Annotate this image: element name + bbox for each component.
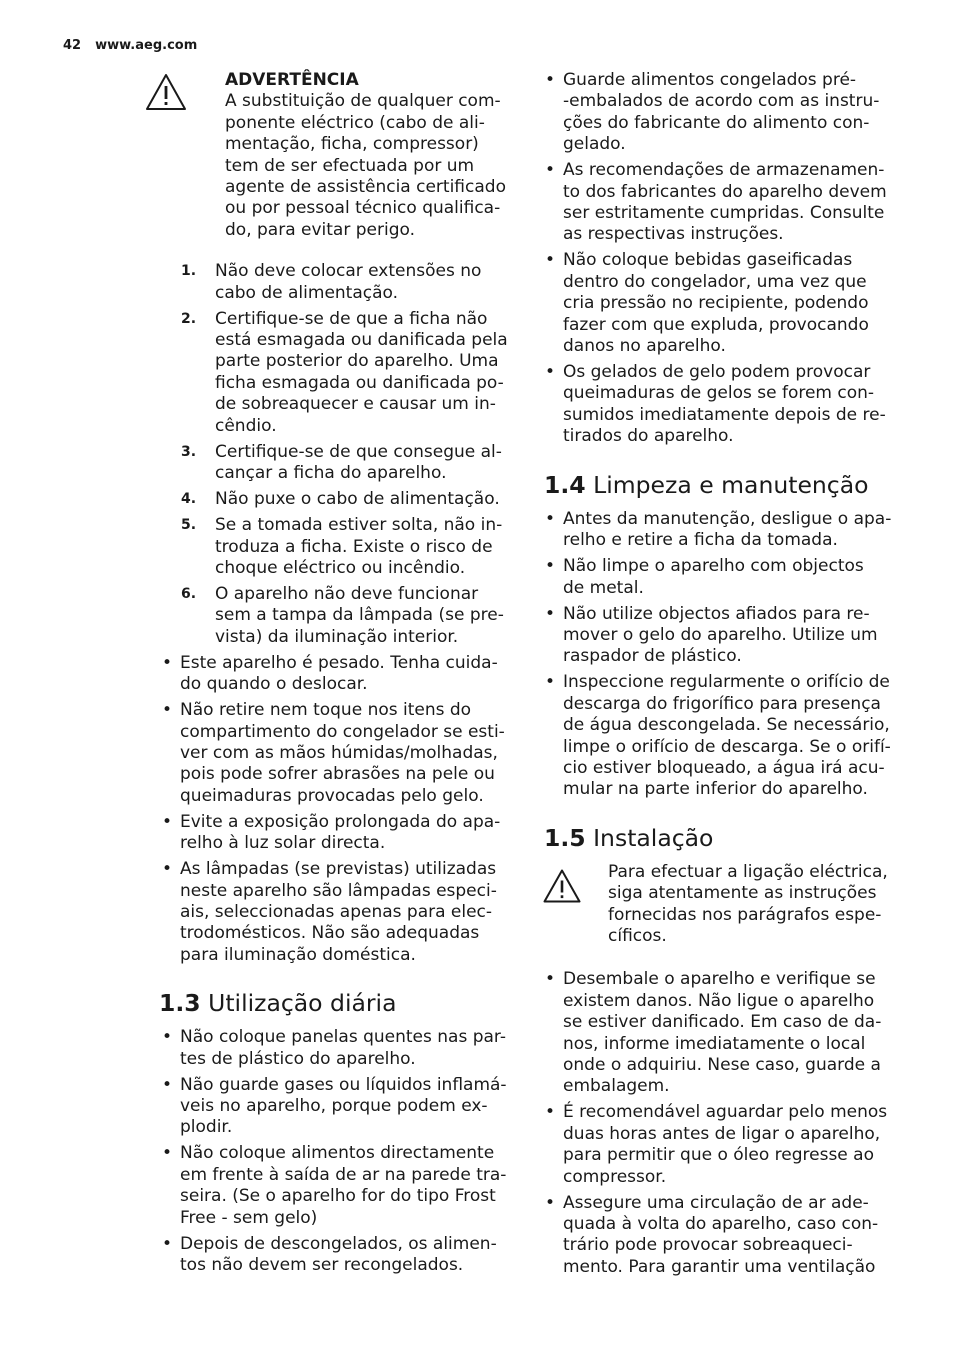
text-line: • Este aparelho é pesado. Tenha cuida- bbox=[180, 652, 498, 673]
text-line: Free - sem gelo) bbox=[180, 1207, 318, 1228]
text-line: • Desembale o aparelho e verifique se bbox=[563, 969, 876, 990]
text-line: dentro do congelador, uma vez que bbox=[563, 271, 867, 292]
text-line: • Não limpe o aparelho com objectos bbox=[563, 556, 864, 577]
text-line: • As lâmpadas (se previstas) utilizadas bbox=[180, 859, 497, 880]
installation-warning bbox=[540, 862, 900, 948]
item-number: 4. bbox=[181, 491, 197, 508]
text-line: cançar a ficha do aparelho. bbox=[215, 463, 447, 484]
text-line: • Os gelados de gelo podem provocar bbox=[563, 362, 871, 383]
list-item bbox=[540, 604, 900, 668]
list-item bbox=[141, 515, 514, 579]
text-line: existem danos. Não ligue o aparelho bbox=[563, 990, 875, 1011]
text-line: onde o adquiriu. Nese caso, guarde a bbox=[563, 1055, 881, 1075]
text-line: • Evite a exposição prolongada do apa- bbox=[180, 811, 501, 832]
text-line: embalagem. bbox=[563, 1076, 670, 1097]
text-line: ver com as mãos húmidas/molhadas, bbox=[180, 742, 498, 763]
list-item bbox=[540, 1102, 900, 1188]
text-line: • Guarde alimentos congelados pré- bbox=[563, 70, 857, 90]
text-line: as respectivas instruções. bbox=[563, 224, 784, 245]
list-item bbox=[141, 1234, 514, 1277]
text-line: queimaduras de gelos se forem con- bbox=[563, 383, 875, 404]
list-item bbox=[540, 672, 900, 800]
bullet-list bbox=[141, 1027, 514, 1276]
list-item bbox=[141, 261, 514, 304]
text-line: ficha esmagada ou danificada po- bbox=[215, 372, 504, 393]
section-title: Utilização diária bbox=[208, 989, 397, 1018]
list-item bbox=[540, 160, 900, 246]
text-line: Não puxe o cabo de alimentação. bbox=[215, 489, 500, 510]
section-heading-1-4 bbox=[540, 471, 900, 499]
text-line: • Antes da manutenção, desligue o apa- bbox=[563, 508, 892, 529]
item-number: 2. bbox=[181, 310, 197, 327]
website-link[interactable]: www.aeg.com bbox=[95, 38, 198, 53]
text-line: cria pressão no recipiente, podendo bbox=[563, 293, 869, 314]
text-line: Certifique-se de que a ficha não bbox=[215, 308, 488, 329]
text-line: para iluminação doméstica. bbox=[180, 944, 416, 965]
section-heading-1-5 bbox=[540, 824, 900, 852]
warning-text bbox=[225, 91, 514, 241]
list-item bbox=[141, 309, 514, 437]
text-line: sumidos imediatamente depois de re- bbox=[563, 404, 886, 425]
text-line: cêndio. bbox=[215, 415, 277, 436]
text-line: Certifique-se de que consegue al- bbox=[215, 441, 502, 462]
item-number: 1. bbox=[181, 263, 197, 280]
text-line: ser estritamente cumpridas. Consulte bbox=[563, 203, 885, 224]
list-item bbox=[141, 1027, 514, 1070]
text-line: do quando o deslocar. bbox=[180, 674, 368, 695]
list-item bbox=[141, 442, 514, 485]
bullet-list bbox=[540, 509, 900, 801]
section-title: Limpeza e manutenção bbox=[593, 470, 869, 499]
list-item bbox=[540, 250, 900, 357]
section-number: 1.5 bbox=[544, 823, 586, 852]
text-line: nos, informe imediatamente o local bbox=[563, 1033, 866, 1054]
text-line: tem de ser efectuada por um bbox=[225, 155, 475, 176]
text-line: queimaduras provocadas pelo gelo. bbox=[180, 785, 484, 806]
text-line: • Não coloque alimentos directamente bbox=[180, 1143, 495, 1164]
text-line: Para efectuar a ligação eléctrica, bbox=[608, 861, 888, 882]
text-line: • Assegure uma circulação de ar ade- bbox=[563, 1192, 869, 1213]
text-line: de metal. bbox=[563, 577, 644, 598]
text-line: troduza a ficha. Existe o risco de bbox=[215, 536, 493, 557]
list-item bbox=[141, 1143, 514, 1229]
text-line: • Inspeccione regularmente o orifício de bbox=[563, 672, 890, 693]
text-line: siga atentamente as instruções bbox=[608, 883, 877, 904]
text-line: quada à volta do aparelho, caso con- bbox=[563, 1214, 879, 1235]
list-item bbox=[540, 556, 900, 599]
text-line: • Não guarde gases ou líquidos inflamá- bbox=[180, 1074, 507, 1095]
warning-title: ADVERTÊNCIA bbox=[225, 70, 359, 90]
text-line: ponente eléctrico (cabo de ali- bbox=[225, 112, 485, 133]
text-line: compressor. bbox=[563, 1166, 667, 1187]
warning-triangle-icon bbox=[542, 868, 582, 904]
list-item bbox=[141, 859, 514, 966]
text-line: Não deve colocar extensões no bbox=[215, 261, 482, 282]
item-number: 5. bbox=[181, 517, 197, 534]
list-item bbox=[141, 1075, 514, 1139]
text-line: sem a tampa da lâmpada (se pre- bbox=[215, 605, 504, 626]
list-item bbox=[141, 653, 514, 696]
text-line: para permitir que o óleo regresse ao bbox=[563, 1145, 874, 1166]
list-item bbox=[141, 700, 514, 807]
left-column bbox=[141, 70, 514, 1281]
text-line: • É recomendável aguardar pelo menos bbox=[563, 1102, 888, 1123]
text-line: ais, seleccionadas apenas para elec- bbox=[180, 901, 493, 922]
numbered-list bbox=[141, 261, 514, 648]
list-item bbox=[540, 969, 900, 1097]
text-line: tes de plástico do aparelho. bbox=[180, 1048, 416, 1069]
page-number: 42 bbox=[63, 38, 82, 53]
text-line: parte posterior do aparelho. Uma bbox=[215, 351, 499, 372]
text-line: neste aparelho são lâmpadas especi- bbox=[180, 880, 497, 901]
text-line: cíficos. bbox=[608, 925, 667, 946]
text-line: mento. Para garantir uma ventilação bbox=[563, 1256, 876, 1277]
text-line: cio estiver bloqueado, a água irá acu- bbox=[563, 757, 885, 778]
text-line: fazer com que expluda, provocando bbox=[563, 314, 869, 335]
text-line: A substituição de qualquer com- bbox=[225, 91, 501, 112]
text-line: limpe o orifício de descarga. Se o orifí- bbox=[563, 736, 891, 757]
list-item bbox=[141, 489, 514, 510]
bullet-list bbox=[141, 653, 514, 966]
bullet-list bbox=[540, 969, 900, 1278]
text-line: gelado. bbox=[563, 134, 626, 155]
text-line: se estiver danificado. Em caso de da- bbox=[563, 1012, 882, 1033]
list-item bbox=[540, 362, 900, 448]
text-line: • As recomendações de armazenamen- bbox=[563, 160, 885, 181]
text-line: veis no aparelho, porque podem ex- bbox=[180, 1096, 488, 1116]
text-line: • Não coloque bebidas gaseificadas bbox=[563, 250, 853, 271]
text-line: trodomésticos. Não são adequadas bbox=[180, 923, 480, 944]
text-line: to dos fabricantes do aparelho devem bbox=[563, 181, 887, 202]
warning-block bbox=[141, 70, 514, 241]
section-number: 1.4 bbox=[544, 470, 586, 499]
text-line: • Não utilize objectos afiados para re- bbox=[563, 603, 870, 624]
text-line: seira. (Se o aparelho for do tipo Frost bbox=[180, 1186, 496, 1207]
right-column bbox=[540, 70, 900, 1283]
page-header bbox=[63, 38, 197, 53]
text-line: tirados do aparelho. bbox=[563, 426, 734, 447]
section-number: 1.3 bbox=[159, 989, 201, 1018]
text-line: Se a tomada estiver solta, não in- bbox=[215, 515, 503, 536]
text-line: • Depois de descongelados, os alimen- bbox=[180, 1233, 497, 1254]
text-line: plodir. bbox=[180, 1117, 233, 1138]
text-line: trário pode provocar sobreaqueci- bbox=[563, 1235, 853, 1256]
list-item bbox=[540, 70, 900, 156]
text-line: de sobreaquecer e causar um in- bbox=[215, 394, 496, 415]
list-item bbox=[540, 1193, 900, 1279]
text-line: de água descongelada. Se necessário, bbox=[563, 715, 890, 736]
text-line: mover o gelo do aparelho. Utilize um bbox=[563, 624, 878, 645]
section-heading-1-3 bbox=[141, 989, 514, 1017]
text-line: -embalados de acordo com as instru- bbox=[563, 91, 880, 112]
section-title: Instalação bbox=[593, 823, 714, 852]
list-item bbox=[141, 584, 514, 648]
text-line: do, para evitar perigo. bbox=[225, 219, 415, 240]
list-item bbox=[540, 509, 900, 552]
text-line: raspador de plástico. bbox=[563, 646, 742, 667]
text-line: em frente à saída de ar na parede tra- bbox=[180, 1164, 507, 1185]
text-line: mentação, ficha, compressor) bbox=[225, 134, 479, 155]
warning-triangle-icon bbox=[144, 72, 188, 112]
text-line: descarga do frigorífico para presença bbox=[563, 693, 881, 714]
text-line: pois pode sofrer abrasões na pele ou bbox=[180, 764, 495, 785]
text-line: ou por pessoal técnico qualifica- bbox=[225, 198, 501, 219]
text-line: relho e retire a ficha da tomada. bbox=[563, 530, 838, 551]
text-line: vista) da iluminação interior. bbox=[215, 626, 459, 647]
list-item bbox=[141, 812, 514, 855]
text-line: O aparelho não deve funcionar bbox=[215, 583, 479, 604]
text-line: cabo de alimentação. bbox=[215, 282, 399, 303]
bullet-list bbox=[540, 70, 900, 448]
text-line: está esmagada ou danificada pela bbox=[215, 330, 508, 351]
item-number: 6. bbox=[181, 585, 197, 602]
text-line: mular na parte inferior do aparelho. bbox=[563, 779, 868, 800]
text-line: compartimento do congelador se esti- bbox=[180, 721, 505, 742]
text-line: ções do fabricante do alimento con- bbox=[563, 112, 870, 133]
text-line: choque eléctrico ou incêndio. bbox=[215, 557, 466, 578]
text-line: duas horas antes de ligar o aparelho, bbox=[563, 1123, 881, 1144]
text-line: • Não coloque panelas quentes nas par- bbox=[180, 1027, 506, 1048]
text-line: danos no aparelho. bbox=[563, 336, 726, 357]
text-line: tos não devem ser recongelados. bbox=[180, 1255, 464, 1276]
text-line: fornecidas nos parágrafos espe- bbox=[608, 904, 882, 925]
text-line: relho à luz solar directa. bbox=[180, 833, 386, 854]
text-line: agente de assistência certificado bbox=[225, 177, 506, 198]
text-line: • Não retire nem toque nos itens do bbox=[180, 700, 472, 721]
item-number: 3. bbox=[181, 443, 197, 460]
